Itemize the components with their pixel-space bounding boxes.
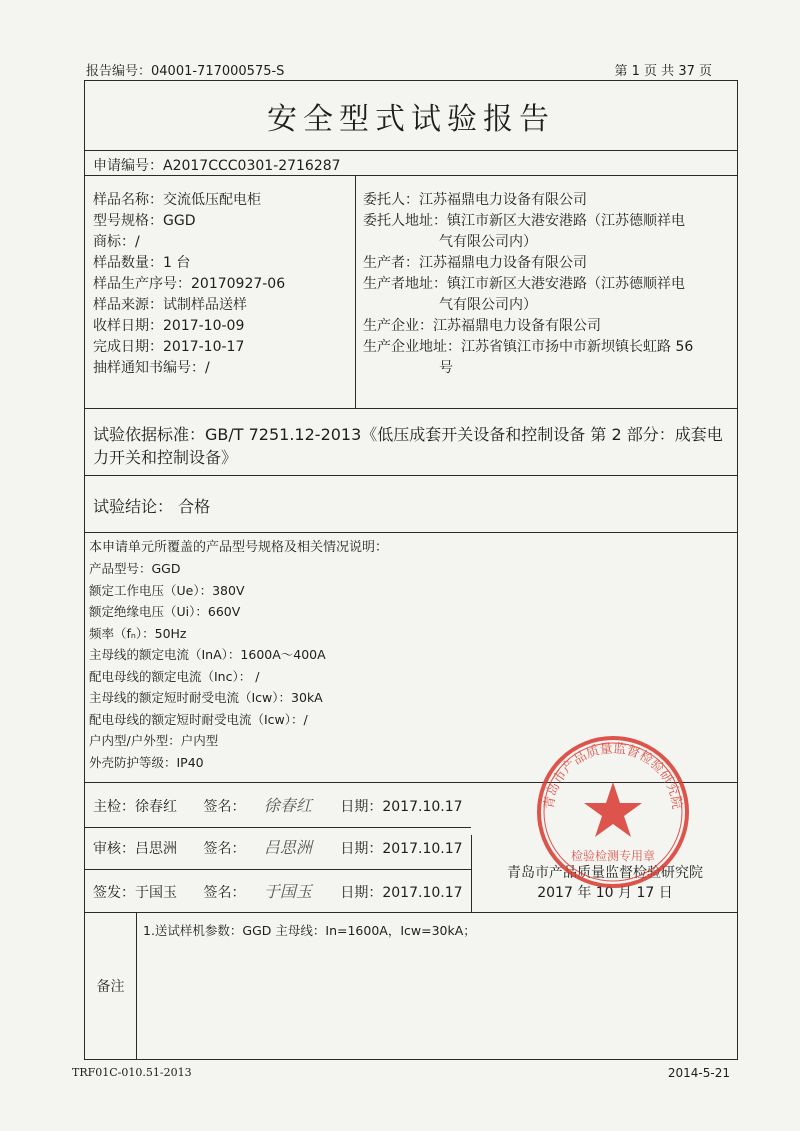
test-standard: 试验依据标准：GB/T 7251.12-2013《低压成套开关设备和控制设备 第 2 部分：成套电力开关和控制设备》 (85, 409, 737, 476)
sampling-notice-no: 抽样通知书编号：/ (93, 360, 210, 376)
spec-line: 配电母线的额定短时耐受电流（Icw）：/ (89, 711, 308, 727)
spec-line: 频率（fₙ）：50Hz (89, 625, 187, 641)
sample-serial: 样品生产序号：20170927-06 (93, 276, 286, 292)
organization-date: 2017 年 10 月 17 日 (537, 885, 673, 901)
remarks-section (85, 913, 737, 1059)
producer-address: 生产者地址：镇江市新区大港安港路（江苏德顺祥电 (363, 276, 685, 292)
seal-ring-text: 青岛市产品质量监督检验研究院 (541, 741, 685, 811)
issuer-signature: 于国玉 (263, 882, 312, 901)
producer: 生产者：江苏福鼎电力设备有限公司 (363, 255, 587, 271)
factory: 生产企业：江苏福鼎电力设备有限公司 (363, 318, 601, 334)
spec-line: 额定绝缘电压（Ui）：660V (89, 604, 241, 619)
version-date: 2014-5-21 (667, 1066, 730, 1080)
receive-date: 收样日期：2017-10-09 (93, 318, 245, 334)
party-details (363, 190, 731, 379)
seal-bottom-text: 检验检测专用章 (570, 849, 656, 863)
spec-line: 产品型号：GGD (89, 561, 181, 576)
specs-intro: 本申请单元所覆盖的产品型号规格及相关情况说明： (89, 540, 389, 555)
sample-info-section (85, 176, 737, 409)
inspector-name: 主检：徐春红 (93, 799, 177, 815)
inspector-row (93, 791, 463, 821)
inspector-signature: 徐春红 (263, 796, 312, 815)
report-frame (84, 80, 738, 1060)
client-address: 委托人地址：镇江市新区大港安港路（江苏德顺祥电 (363, 213, 685, 229)
remarks-label: 备注 (85, 913, 137, 1059)
trademark: 商标：/ (93, 234, 140, 250)
completion-date: 完成日期：2017-10-17 (93, 339, 245, 355)
issuing-organization (485, 863, 725, 903)
organization-name: 青岛市产品质量监督检验研究院 (507, 865, 703, 881)
inspector-date: 日期：2017.10.17 (340, 799, 463, 815)
spec-line: 户内型/户外型：户内型 (89, 733, 219, 748)
remarks-text: 1.送试样机参数：GGD 主母线：In=1600A，Icw=30kA； (143, 923, 476, 938)
reviewer-date: 日期：2017.10.17 (340, 841, 463, 857)
issuer-row (93, 877, 463, 907)
sign-label: 签名： (203, 841, 246, 857)
application-number: 申请编号：A2017CCC0301-2716287 (85, 151, 737, 176)
product-specs (85, 533, 737, 783)
client: 委托人：江苏福鼎电力设备有限公司 (363, 192, 587, 208)
client-address-cont: 气有限公司内） (439, 234, 537, 250)
signature-org-divider (471, 835, 472, 912)
model-spec: 型号规格：GGD (93, 213, 196, 229)
report-number: 报告编号：04001-717000575-S (86, 64, 285, 79)
factory-address-cont: 号 (439, 360, 453, 376)
sign-label: 签名： (203, 799, 246, 815)
factory-address: 生产企业地址：江苏省镇江市扬中市新坝镇长虹路 56 (363, 339, 694, 355)
column-divider (355, 176, 356, 408)
reviewer-row (93, 833, 463, 863)
sample-details (93, 190, 353, 379)
spec-line: 主母线的额定电流（InA）：1600A～400A (89, 647, 326, 662)
issuer-name: 签发：于国玉 (93, 885, 177, 901)
reviewer-name: 审核：吕思洲 (93, 841, 177, 857)
spec-line: 主母线的额定短时耐受电流（Icw）：30kA (89, 690, 323, 705)
issuer-date: 日期：2017.10.17 (340, 885, 463, 901)
page-indicator: 第 1 页 共 37 页 (614, 64, 712, 79)
sample-name: 样品名称：交流低压配电柜 (93, 192, 261, 208)
spec-line: 外壳防护等级：IP40 (89, 754, 204, 770)
spec-line: 额定工作电压（Ue）：380V (89, 582, 245, 598)
form-number: TRF01C-010.51-2013 (72, 1066, 192, 1079)
signature-section (85, 783, 737, 913)
signature-divider (85, 827, 471, 828)
producer-address-cont: 气有限公司内） (439, 297, 537, 313)
sample-source: 样品来源：试制样品送样 (93, 297, 247, 313)
test-conclusion: 试验结论： 合格 (85, 476, 737, 533)
spec-line: 配电母线的额定电流（Inc）： / (89, 668, 260, 684)
sample-quantity: 样品数量：1 台 (93, 255, 191, 271)
sign-label: 签名： (203, 885, 246, 901)
report-title: 安全型式试验报告 (85, 81, 737, 151)
signature-divider (85, 869, 471, 870)
reviewer-signature: 吕思洲 (263, 838, 312, 857)
